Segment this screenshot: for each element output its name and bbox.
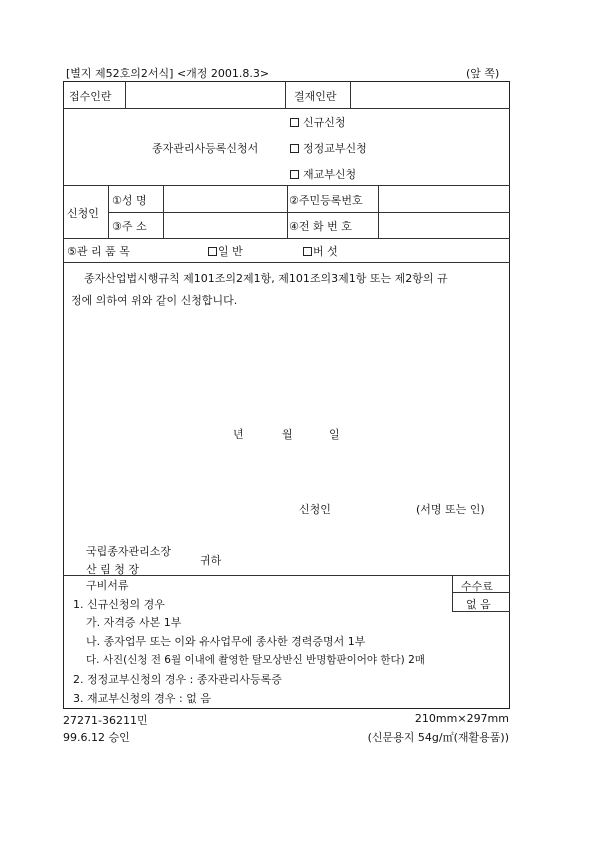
divider [63, 108, 510, 109]
divider [163, 185, 164, 238]
form-number: [별지 제52호의2서식] <개정 2001.8.3> [66, 67, 270, 80]
divider [108, 212, 510, 213]
fee-value: 없 음 [466, 598, 491, 611]
resident-number-label: ②주민등록번호 [289, 194, 363, 207]
signature-instruction: (서명 또는 인) [416, 503, 485, 516]
divider [125, 81, 126, 108]
divider [378, 185, 379, 238]
phone-field[interactable] [380, 214, 508, 236]
checkbox-icon [290, 118, 299, 127]
page-side-label: (앞 쪽) [466, 67, 500, 80]
form-code: 27271-36211민 [63, 714, 148, 727]
document-item: 2. 정정교부신청의 경우 : 종자관리사등록증 [73, 673, 282, 686]
recipient-suffix: 귀하 [200, 554, 222, 567]
divider [63, 238, 510, 239]
recipient-line-2: 산 림 청 장 [86, 563, 139, 576]
document-item: 1. 신규신청의 경우 [73, 598, 165, 611]
checkbox-new-application[interactable]: 신규신청 [290, 114, 346, 130]
form-title: 종자관리사등록신청서 [152, 142, 259, 155]
name-field[interactable] [165, 188, 285, 210]
management-items-label: ⑤관 리 품 목 [67, 245, 130, 258]
address-label: ③주 소 [112, 220, 147, 233]
divider [63, 262, 510, 263]
receipt-stamp-label: 접수인란 [69, 90, 112, 103]
address-field[interactable] [165, 214, 285, 236]
paper-type: (신문용지 54g/㎡(재활용품)) [367, 731, 509, 744]
paper-size: 210mm×297mm [414, 712, 509, 725]
statement-line-1: 종자산업법시행규칙 제101조의2제1항, 제101조의3제1항 또는 제2항의 규 [84, 272, 448, 285]
divider [350, 81, 351, 108]
document-item: 나. 종자업무 또는 이와 유사업무에 종사한 경력증명서 1부 [86, 635, 366, 648]
date-year-label: 년 [233, 428, 244, 441]
document-item: 가. 자격증 사본 1부 [86, 616, 182, 629]
divider [285, 81, 286, 108]
applicant-label: 신청인 [67, 207, 99, 220]
fee-label: 수수료 [461, 580, 493, 593]
checkbox-icon [290, 170, 299, 179]
divider [108, 185, 109, 238]
checkbox-mushroom[interactable]: 버 섯 [303, 243, 338, 259]
document-item: 3. 재교부신청의 경우 : 없 음 [73, 692, 211, 705]
phone-label: ④전 화 번 호 [289, 220, 352, 233]
checkbox-correction-application[interactable]: 정정교부신청 [290, 140, 367, 156]
divider [287, 185, 288, 238]
documents-title: 구비서류 [86, 579, 129, 592]
date-day-label: 일 [329, 428, 340, 441]
name-label: ①성 명 [112, 194, 147, 207]
checkbox-general[interactable]: 일 반 [208, 243, 243, 259]
divider [452, 575, 453, 611]
document-item: 다. 사진(신청 전 6월 이내에 촬영한 탈모상반신 반명함판이어야 한다) 2매 [86, 654, 425, 666]
signature-applicant-label: 신청인 [299, 503, 331, 516]
recipient-line-1: 국립종자관리소장 [86, 545, 172, 558]
checkbox-icon [290, 144, 299, 153]
approval-stamp-label: 결재인란 [294, 90, 337, 103]
resident-number-field[interactable] [380, 188, 508, 210]
date-month-label: 월 [282, 428, 293, 441]
statement-line-2: 정에 의하여 위와 같이 신청합니다. [71, 294, 238, 307]
checkbox-icon [303, 247, 312, 256]
approval-date: 99.6.12 승인 [63, 731, 130, 744]
checkbox-reissue-application[interactable]: 재교부신청 [290, 166, 356, 182]
checkbox-icon [208, 247, 217, 256]
